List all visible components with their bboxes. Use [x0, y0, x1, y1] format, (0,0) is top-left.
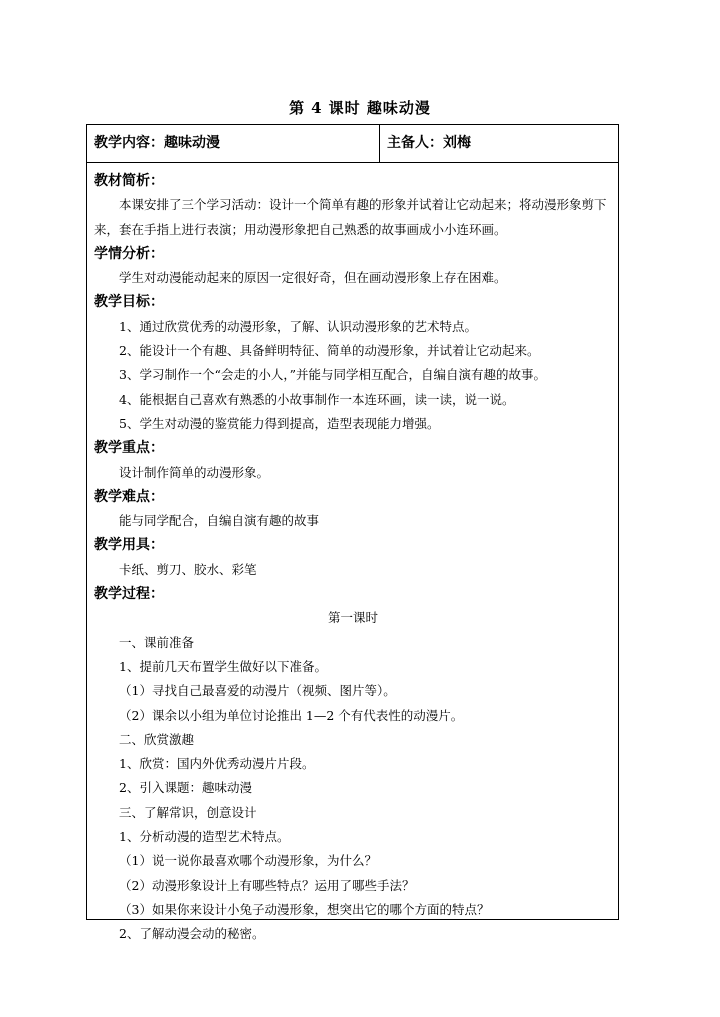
process-step: 1、分析动漫的造型艺术特点。 — [119, 829, 290, 845]
title-prefix: 第 — [289, 99, 306, 117]
key-text: 设计制作简单的动漫形象。 — [119, 464, 270, 480]
process-step: 一、课前准备 — [119, 634, 195, 650]
process-step: 2、了解动漫会动的秘密。 — [119, 926, 265, 942]
lesson-plan-table — [86, 124, 619, 942]
process-step: （2）动漫形象设计上有哪些特点？运用了哪些手法？ — [119, 877, 415, 893]
goal-item: 1、通过欣赏优秀的动漫形象，了解、认识动漫形象的艺术特点。 — [119, 318, 477, 334]
difficulty-heading: 教学难点： — [94, 488, 164, 505]
process-step: （2）课余以小组为单位讨论推出 1—2 个有代表性的动漫片。 — [119, 707, 464, 723]
owner-label: 主备人：刘梅 — [387, 135, 471, 151]
content-label: 教学内容：趣味动漫 — [94, 135, 220, 151]
title-number: 4 — [311, 99, 323, 117]
table-body — [94, 169, 612, 947]
process-heading: 教学过程： — [94, 586, 164, 603]
process-step: （1）寻找自己最喜爱的动漫片（视频、图片等）。 — [119, 683, 396, 699]
materials-text-line: 本课安排了三个学习活动：设计一个简单有趣的形象并试着让它动起来；将动漫形象剪下 — [119, 197, 607, 213]
materials-text-line: 来，套在手指上进行表演；用动漫形象把自己熟悉的故事画成小小连环画。 — [94, 221, 507, 237]
process-step: （3）如果你来设计小兔子动漫形象，想突出它的哪个方面的特点？ — [119, 901, 490, 917]
goal-item: 5、学生对动漫的鉴赏能力得到提高，造型表现能力增强。 — [119, 415, 440, 431]
page-title — [0, 97, 720, 118]
learners-heading: 学情分析： — [94, 245, 164, 262]
goal-item: 4、能根据自己喜欢有熟悉的小故事制作一本连环画，读一读，说一说。 — [119, 391, 515, 407]
goals-heading: 教学目标： — [94, 294, 164, 311]
process-step: 1、提前几天布置学生做好以下准备。 — [119, 658, 327, 674]
tools-heading: 教学用具： — [94, 537, 164, 554]
process-step: 2、引入课题：趣味动漫 — [119, 780, 252, 796]
process-step: 三、了解常识，创意设计 — [119, 804, 257, 820]
tools-text: 卡纸、剪刀、胶水、彩笔 — [119, 561, 257, 577]
process-step: （1）说一说你最喜欢哪个动漫形象，为什么？ — [119, 853, 377, 869]
goal-item: 3、学习制作一个“会走的小人，”并能与同学相互配合，自编自演有趣的故事。 — [119, 367, 546, 383]
materials-heading: 教材简析： — [94, 173, 164, 189]
lesson-title: 第一课时 — [327, 610, 378, 626]
header-divider — [379, 125, 380, 163]
table-header-row — [87, 125, 618, 163]
title-suffix: 课时 趣味动漫 — [328, 99, 431, 117]
key-heading: 教学重点： — [94, 440, 164, 457]
process-step: 二、欣赏激趣 — [119, 731, 195, 747]
goal-item: 2、能设计一个有趣、具备鲜明特征、简单的动漫形象，并试着让它动起来。 — [119, 343, 540, 359]
learners-text: 学生对动漫能动起来的原因一定很好奇，但在画动漫形象上存在困难。 — [119, 270, 507, 286]
process-step: 1、欣赏：国内外优秀动漫片片段。 — [119, 756, 315, 772]
difficulty-text: 能与同学配合，自编自演有趣的故事 — [119, 513, 320, 529]
